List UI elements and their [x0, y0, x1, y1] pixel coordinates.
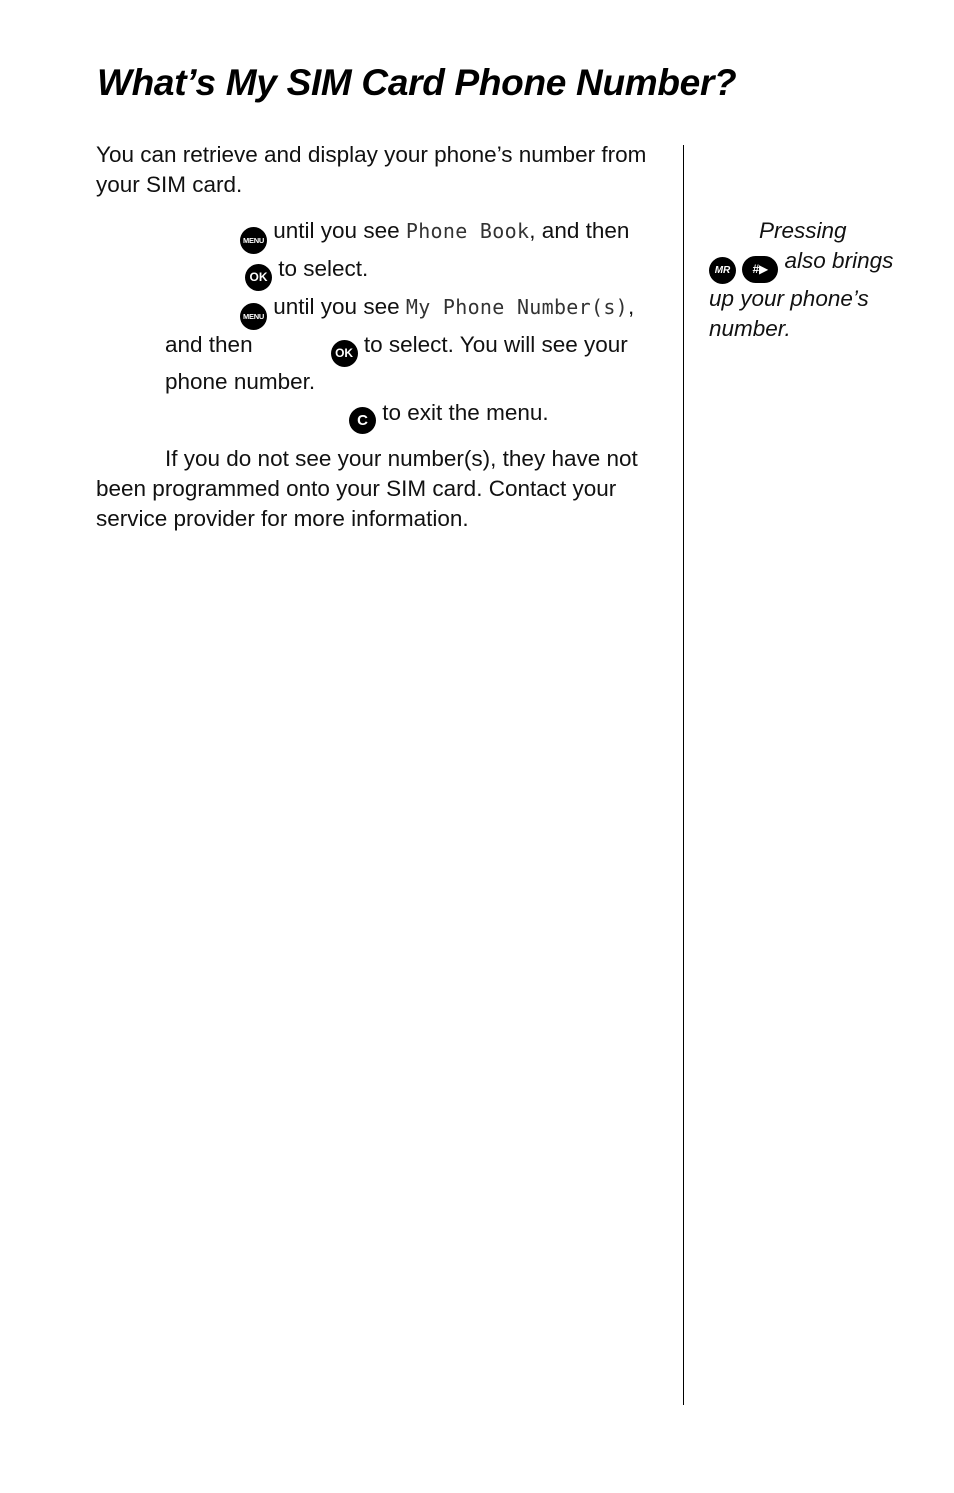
step-1-text-3: to select. [278, 256, 369, 281]
step-2-text-1: until you see [273, 294, 400, 319]
note-paragraph: If you do not see your number(s), they have not been programmed onto your SIM card. Contact your service provider for more information. [96, 446, 638, 531]
step-3-text-1: to exit the menu. [382, 400, 549, 425]
display-phone-book: Phone Book [405, 219, 530, 243]
sidebar-tip [709, 216, 899, 344]
mr-key-icon: MR [709, 257, 736, 284]
step-2-text-3: to select. You will see your phone number. [165, 332, 628, 394]
ok-key-icon: OK [245, 264, 272, 291]
sidebar-lead: Pressing [759, 218, 847, 243]
step-1-text-1: until you see [273, 218, 400, 243]
display-my-phone-numbers: My Phone Number(s) [405, 295, 629, 319]
ok-key-icon: OK [331, 340, 358, 367]
sidebar-text: also brings up your phone’s number. [709, 248, 894, 341]
step-2 [165, 292, 662, 397]
hash-key-icon: #▶ [742, 256, 778, 283]
menu-key-icon: MENU [240, 303, 267, 330]
menu-key-icon: MENU [240, 227, 267, 254]
step-3 [165, 398, 662, 434]
sidebar-body [709, 246, 899, 344]
page-title: What’s My SIM Card Phone Number? [97, 62, 737, 103]
clear-key-icon: C [349, 407, 376, 434]
column-divider [683, 145, 684, 1405]
intro-paragraph: You can retrieve and display your phone’s number from your SIM card. [96, 142, 647, 197]
step-2-text-2: , and then [165, 294, 635, 357]
step-1 [165, 216, 662, 291]
step-1-text-2: , and then [529, 218, 630, 243]
